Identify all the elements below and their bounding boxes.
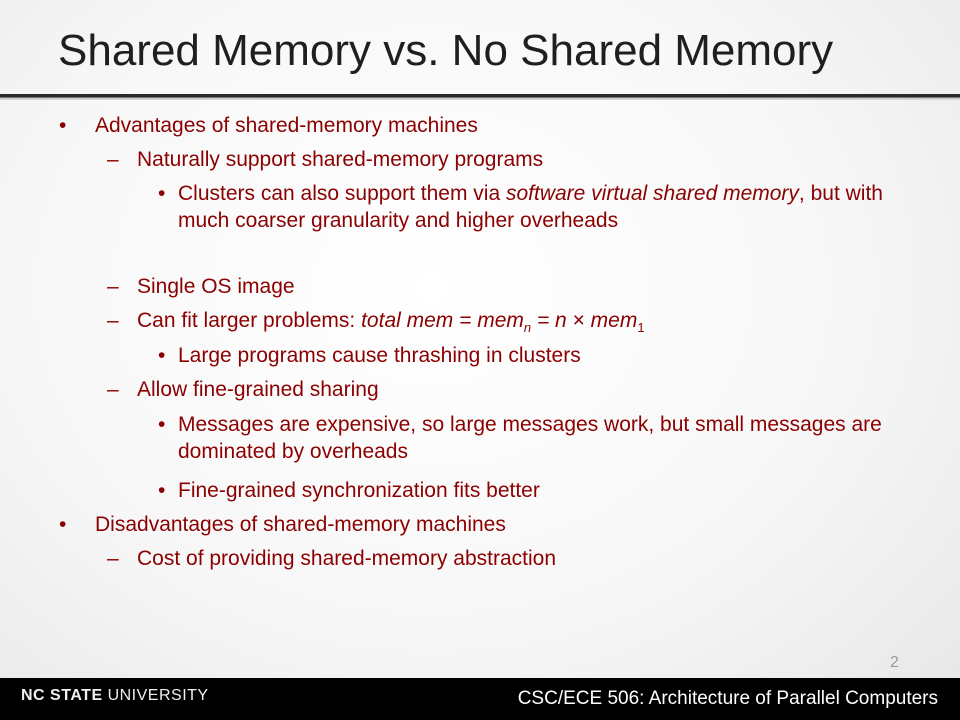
page-number: 2 [890,654,899,671]
bullet-text: Messages are expensive, so large messages work, but small messages are dominated by overheads [178,413,882,463]
dash-marker: – [107,547,119,570]
bullet-marker: • [59,114,67,137]
bullet-text: Cost of providing shared-memory abstraction [137,547,557,570]
subsubbullet-thrashing [158,342,898,369]
subsubbullet-synchronization [158,477,898,504]
bullet-advantages [59,112,915,139]
bullet-text: Can fit larger problems: total mem = mem$_n$ = n × mem$_1$ [137,309,645,335]
bullet-text: Large programs cause thrashing in clusters [178,344,581,367]
bullet-disadvantages [59,511,915,538]
dash-marker: – [107,275,119,298]
university-logo: NC STATE UNIVERSITY [21,687,209,704]
subbullet-naturally-support [107,146,917,173]
formula: total mem = mem$_n$ = n [361,309,573,335]
subbullet-fine-grained-sharing [107,376,917,403]
subbullet-larger-problems [107,307,917,335]
bullet-text: Fine-grained synchronization fits better [178,479,540,502]
bullet-text: Allow fine-grained sharing [137,378,379,401]
bullet-marker: • [158,344,166,367]
bullet-text: Disadvantages of shared-memory machines [95,513,506,536]
bullet-marker: • [59,513,67,536]
subsubbullet-messages [158,411,908,465]
emphasis-text: software virtual shared memory [505,182,799,205]
subbullet-single-os [107,273,917,300]
bullet-text: Advantages of shared-memory machines [95,114,478,137]
dash-marker: – [107,309,119,332]
subbullet-cost [107,545,917,572]
course-name: CSC/ECE 506: Architecture of Parallel Computers [517,688,938,709]
subsubbullet-clusters [158,180,898,234]
bullet-marker: • [158,479,166,502]
slide-title: Shared Memory vs. No Shared Memory [58,26,834,75]
bullet-text: Naturally support shared-memory programs [137,148,544,171]
dash-marker: – [107,378,119,401]
dash-marker: – [107,148,119,171]
bullet-text: Single OS image [137,275,295,298]
bullet-marker: • [158,413,166,436]
bullet-marker: • [158,182,166,205]
bullet-text: Clusters can also support them via software virtual shared memory, but with much coarser granularity and higher overheads [178,182,883,232]
title-divider [0,94,960,100]
